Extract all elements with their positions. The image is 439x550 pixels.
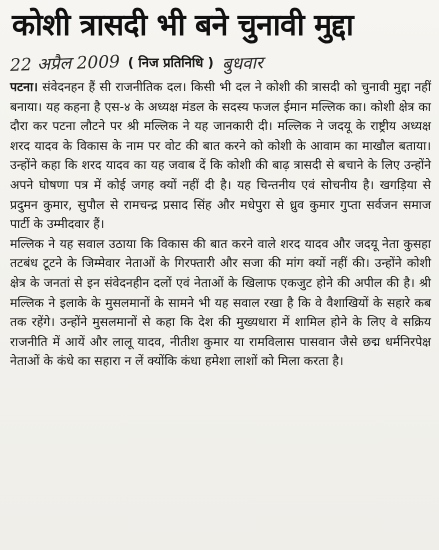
- article-headline: कोशी त्रासदी भी बने चुनावी मुद्दा: [12, 8, 354, 43]
- paragraph-1: [10, 78, 431, 235]
- byline: ( निज प्रतिनिधि ): [127, 56, 214, 71]
- handwritten-date: 22 अप्रैल 2009: [9, 51, 121, 76]
- paragraph-2: मल्लिक ने यह सवाल उठाया कि विकास की बात करने वाले शरद यादव और जदयू नेता कुसहा तटबंध टूटने के जिम्मेवार नेताओं के गिरफ्तारी और सजा की मांग क्यों नहीं की। उन्होंने कोशी क्षेत्र के जनतां से इन संवेदनहीन दलों एवं नेताओं के खिलाफ एकजुट होने की अपील की है। श्री मल्लिक ने इलाके के मुसलमानों के सामने भी यह सवाल रखा है कि वे वैशाखियों के सहारे कब तक रहेंगे। उन्होंने मुसलमानों से कहा कि देश की मुख्यधारा में शामिल होने के लिए वे सक्रिय राजनीति में आयें और लालू यादव, नीतीश कुमार या रामविलास पासवान जैसे छद्म धर्मनिरपेक्ष नेताओं के कंधे का सहारा न लें क्योंकि कंधा हमेशा लाशों को मिला करता है।: [10, 236, 431, 369]
- article-body: [10, 78, 431, 372]
- dateline: पटना।: [10, 80, 38, 94]
- article-meta: [10, 48, 431, 76]
- paragraph-1-text: संवेदनहन हैं सी राजनीतिक दल। किसी भी दल ने कोशी की त्रासदी को चुनावी मुद्दा नहीं बनाया। यह कहना है एस-४ के अध्यक्ष मंडल के सदस्य फजल ईमान मल्लिक का। कोशी क्षेत्र का दौरा कर पटना लौटने पर श्री मल्लिक ने यह जानकारी दी। मल्लिक ने जदयू के राष्ट्रीय अध्यक्ष शरद यादव के विकास के नाम पर वोट की बात करने को कोशी के आवाम का माखौल बताया। उन्होंने कहा कि शरद यादव का यह जवाब दें कि कोशी की बाढ़ त्रासदी से बचाने के लिए उन्होंने अपने घोषणा पत्र में कोई जगह क्यों नहीं दी है। यह चिन्तनीय एवं सोचनीय है। खगड़िया से प्रदुमन कुमार, सुपौल से रामचन्द्र प्रसाद सिंह और मधेपुरा से ध्रुव कुमार गुप्ता सर्वजन समाज पार्टी के उम्मीदवार हैं।: [10, 80, 432, 232]
- handwritten-place: बुधवार: [221, 52, 264, 75]
